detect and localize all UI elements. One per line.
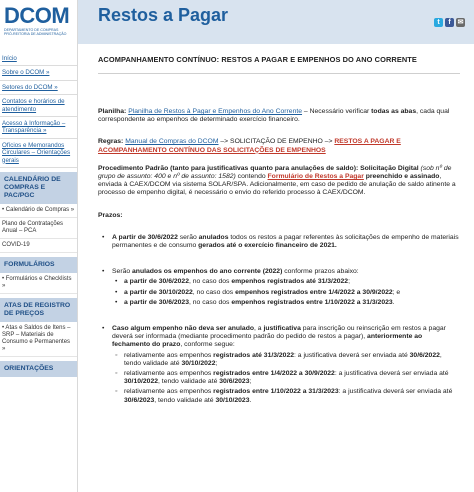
section-title: ACOMPANHAMENTO CONTÍNUO: RESTOS A PAGAR E EMPENHOS DO ANO CORRENTE [98, 55, 460, 74]
nav-item [0, 95, 77, 117]
sub-date: 30/10/2022 [124, 378, 159, 386]
item1-anulados: anulados [198, 233, 229, 241]
sidebar-link-formularios[interactable]: • Formulários e Checklists » [0, 273, 77, 294]
sub-end: ; [215, 359, 218, 367]
item3-text-b: , a [254, 325, 264, 333]
sub-end: ; [348, 278, 350, 286]
procedimento-text-2: , enviada à CAEX/DCOM via sistema SOLAR/SPA. Adicionalmente, em caso de pedido de anulação de saldo atinente a processo de empenho digital, é necessário o envio do referido processo à CAEX/DCOM. [98, 173, 456, 197]
sub-list-item [112, 299, 460, 307]
sidebar-section-formularios-title: FORMULÁRIOS [0, 257, 77, 273]
regras-paragraph [98, 138, 460, 154]
sub-date: a partir de 30/10/2022 [124, 288, 193, 296]
planilha-link[interactable]: Planilha de Restos à Pagar e Empenhos do Ano Corrente [128, 108, 303, 115]
planilha-bold: todas as abas [371, 108, 417, 115]
sidebar-link-pca[interactable]: Plano de Contratações Anual – PCA [0, 218, 77, 239]
prazos-list [98, 234, 460, 405]
sub-end: ; [249, 378, 252, 386]
prazos-label: Prazos: [98, 211, 123, 219]
sub-text: , tendo validade até [124, 351, 442, 367]
sub-list-item [112, 289, 460, 297]
item1-text-e: gerados até o exercício financeiro de 2021. [198, 242, 337, 250]
nav-item [0, 139, 77, 168]
sub-range: registrados entre 1/10/2022 a 31/3/2023 [213, 388, 339, 396]
logo-text: DCOM [4, 3, 70, 28]
sub-date: 30/10/2022 [181, 359, 216, 367]
item2-text-c: conforme prazos abaixo: [282, 268, 359, 276]
sub-text: relativamente aos empenhos [124, 388, 214, 396]
sidebar-link-atas[interactable]: • Atas e Saldos de Itens – SRP – Materiais de Consumo e Permanentes » [0, 322, 77, 357]
sub-range: registrados entre 1/4/2022 a 30/9/2022 [213, 370, 335, 378]
sidebar-section-calendario-title: CALENDÁRIO DE COMPRAS E PAC/PGC [0, 172, 77, 204]
formulario-link-text: Formulário de Restos a Pagar [267, 173, 364, 181]
list-item [98, 234, 460, 250]
nav-item [0, 52, 77, 66]
sub-date: a partir de 30/6/2022 [124, 278, 189, 286]
procedimento-bold: Procedimento Padrão (tanto para justificativas quanto para anulações de saldo): Solicitação Digital [98, 164, 419, 172]
sidebar-section-calendario [0, 204, 77, 253]
sub-text: , no caso dos [189, 278, 232, 286]
twitter-share-icon[interactable]: t [434, 18, 443, 27]
item3-bold-a: Caso algum empenho não deva ser anulado [112, 325, 255, 333]
manual-link[interactable]: Manual de Compras do DCOM [125, 138, 219, 146]
item3-justificativa: justificativa [263, 325, 301, 333]
dcom-logo[interactable] [0, 0, 77, 52]
item2-sublist [112, 278, 460, 307]
sub-end: . [392, 298, 395, 306]
sidebar [0, 0, 78, 492]
sub-range: empenhos registrados entre 1/10/2022 a 31/3/2023 [231, 298, 393, 306]
logo-subtitle: DEPARTAMENTO DE COMPRAS [4, 28, 59, 32]
sub-text: relativamente aos empenhos [124, 370, 214, 378]
item1-text-d: todos os restos a pagar referentes às solicitações de empenho de materiais permanentes e de consumo [112, 233, 459, 250]
sub-date: 30/10/2023 [215, 396, 250, 404]
main-content [78, 44, 474, 492]
item3-text-d: para inscrição ou reinscrição em restos a pagar deverá ser informada (mediante procedimento padrão do pedido de restos a pagar), [112, 325, 446, 341]
sub-text: , tendo validade até [154, 396, 216, 404]
planilha-text-2: , cada qual correspondente ao empenhos de determinado exercício financeiro. [98, 108, 450, 124]
sub-text: : a justificativa deverá ser enviada até [334, 370, 449, 378]
restos-a-pagar-link-text: RESTOS A PAGAR E ACOMPANHAMENTO CONTÍNUO DAS SOLICITAÇÕES DE EMPENHOS [98, 138, 401, 154]
procedimento-paragraph [98, 165, 460, 198]
item3-bold-e: anteriormente ao fechamento do prazo [112, 333, 423, 349]
list-item [98, 325, 460, 405]
sub-text: : a justificativa deverá ser enviada até [338, 388, 453, 396]
sub-date: 30/6/2022 [409, 351, 440, 359]
sidebar-section-atas [0, 322, 77, 357]
sub-date: 30/6/2023 [219, 378, 250, 386]
sub-end: ; e [392, 288, 401, 296]
sub-text: : a justificativa deverá ser enviada até [294, 351, 410, 359]
procedimento-italic: (sob nº de grupo de assunto: 400 e nº de assunto: 1582) [98, 164, 452, 181]
sub-date: 30/6/2023 [124, 396, 155, 404]
sidebar-nav [0, 52, 77, 168]
sub-list-item [112, 370, 460, 386]
sidebar-section-atas-title: ATAS DE REGISTRO DE PREÇOS [0, 298, 77, 322]
sub-list-item [112, 278, 460, 286]
sub-range: empenhos registrados entre 1/4/2022 a 30/9/2022 [235, 288, 393, 296]
item3-sublist [112, 352, 460, 405]
sidebar-link-covid[interactable]: COVID-19 [0, 239, 77, 253]
regras-text: –> SOLICITAÇÃO DE EMPENHO –> [218, 138, 335, 146]
planilha-text-1: – Necessário verificar [302, 108, 372, 115]
sub-text: , tendo validade até [158, 378, 220, 386]
sidebar-section-orientacoes-title: ORIENTAÇÕES [0, 361, 77, 377]
sub-range: empenhos registrados até 31/3/2022 [231, 278, 349, 286]
page-title: Restos a Pagar [98, 5, 229, 25]
procedimento-bold-2: preenchido e assinado [363, 173, 440, 181]
prazos-heading [98, 212, 460, 220]
nav-item [0, 117, 77, 139]
nav-link-contatos[interactable]: Contatos e horários de atendimento [2, 98, 65, 113]
nav-item [0, 81, 77, 95]
sub-list-item [112, 388, 460, 404]
nav-link-inicio[interactable]: Início [2, 55, 17, 62]
formulario-link[interactable] [268, 173, 364, 180]
sub-text: , no caso dos [189, 298, 232, 306]
nav-link-sobre[interactable]: Sobre o DCOM » [2, 69, 50, 77]
sub-list-item [112, 352, 460, 368]
item3-text-f: , conforme segue: [180, 341, 235, 349]
nav-item [0, 66, 77, 80]
nav-link-transparencia[interactable]: Acesso à Informação – Transparência » [2, 120, 66, 135]
sidebar-section-formularios [0, 273, 77, 294]
regras-label: Regras: [98, 138, 124, 146]
email-share-icon[interactable]: ✉ [457, 19, 464, 26]
nav-link-oficios[interactable]: Ofícios e Memorandos Circulares – Orientações gerais [2, 141, 71, 164]
item1-date: A partir de 30/6/2022 [112, 233, 178, 241]
sub-text: relativamente aos empenhos [124, 351, 214, 359]
sub-end: . [249, 396, 252, 404]
item2-bold: anulados os empenhos do ano corrente (2022) [132, 268, 283, 276]
item2-text-a: Serão [112, 268, 133, 276]
procedimento-text-1: contendo [235, 173, 268, 181]
sub-range: registrados até 31/3/2022 [213, 351, 295, 359]
sub-date: a partir de 30/6/2023 [124, 298, 189, 306]
nav-link-setores[interactable]: Setores do DCOM » [2, 83, 58, 91]
facebook-share-icon[interactable]: f [445, 18, 454, 27]
item1-text-b: serão [177, 233, 199, 241]
planilha-paragraph [98, 108, 460, 124]
planilha-label: Planilha: [98, 108, 127, 115]
sub-text: , no caso dos [192, 288, 236, 296]
logo-subtitle-2: PRÓ-REITORIA DE ADMINISTRAÇÃO [4, 32, 67, 36]
page-header [78, 0, 474, 44]
sidebar-link-calendario[interactable]: • Calendário de Compras » [0, 204, 77, 218]
list-item [98, 268, 460, 307]
